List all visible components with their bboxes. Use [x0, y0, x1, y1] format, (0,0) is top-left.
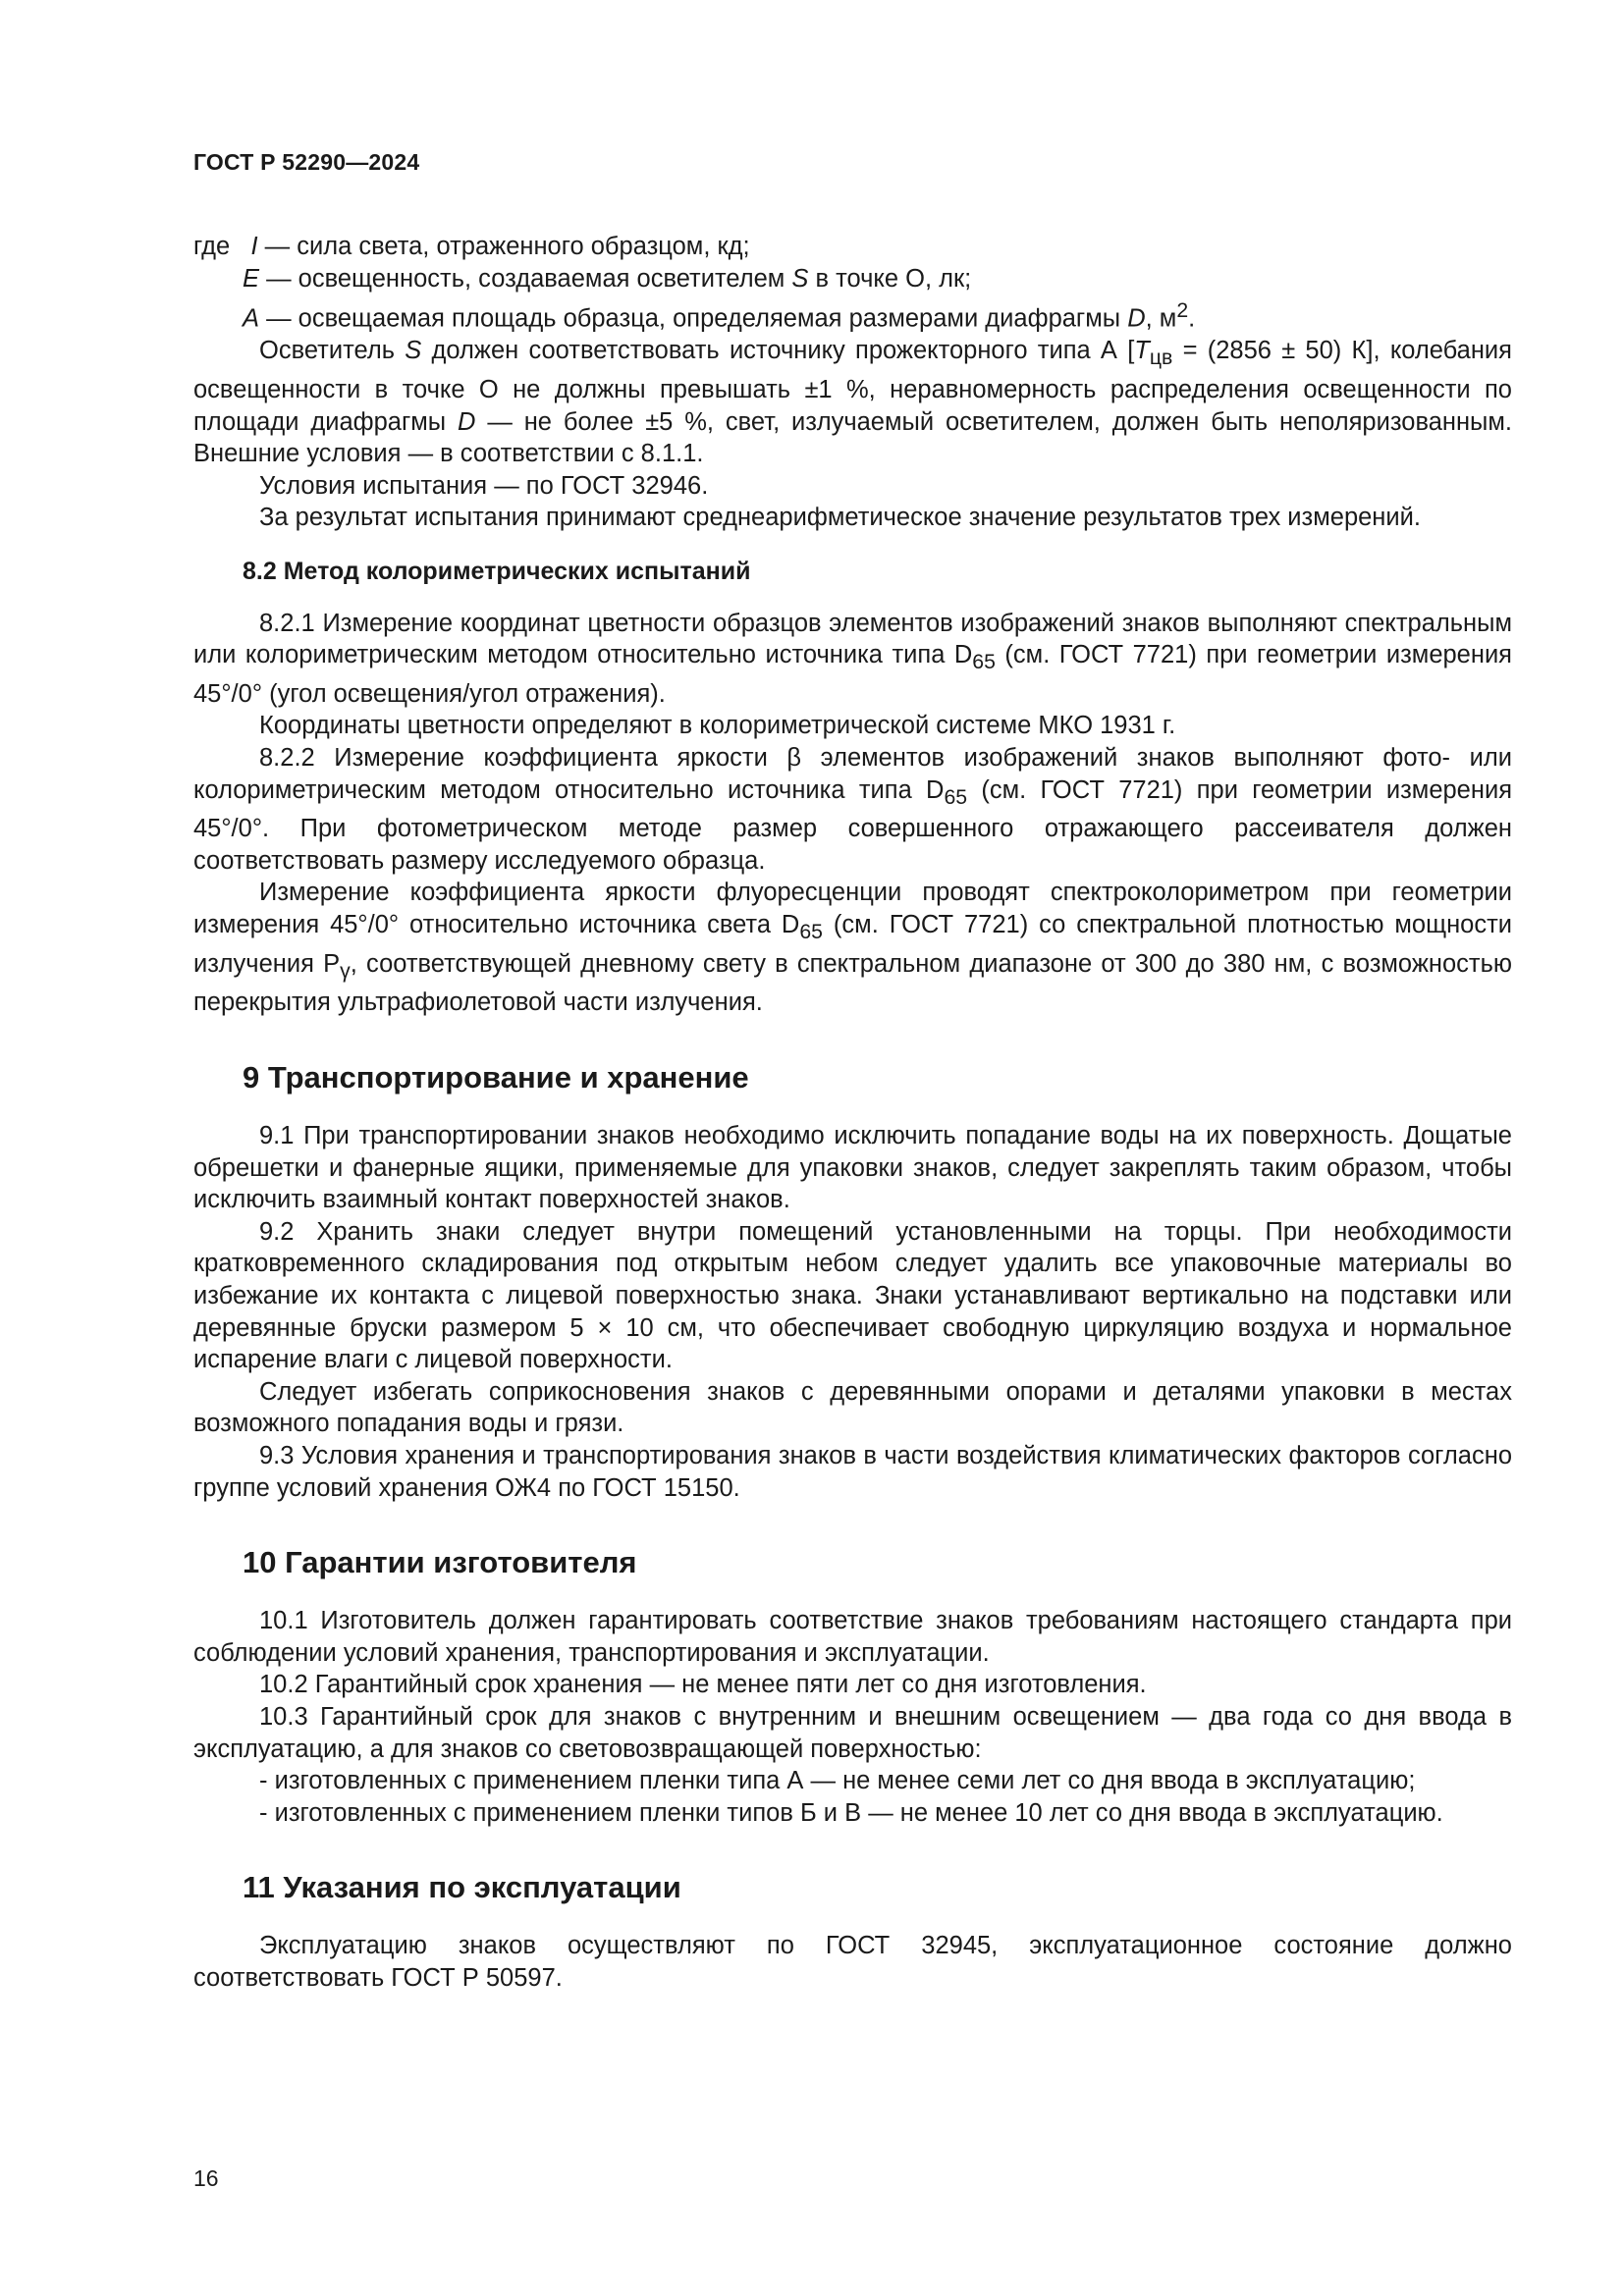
clause-8-2-2	[193, 742, 1512, 877]
page-number: 16	[193, 2165, 219, 2191]
fluorescence-text-a: Измерение коэффициента яркости флуоресценции проводят спектроколориметром при геометрии измерения 45°/0° относительно источника света D	[193, 879, 1512, 939]
clause-8-2-2-text-a: 8.2.2 Измерение коэффициента яркости β элементов изображений знаков выполняют фото- или колориметрическим методом относительно источника типа D	[193, 744, 1512, 804]
fluorescence-paragraph	[193, 877, 1512, 1019]
clause-9-3: 9.3 Условия хранения и транспортирования знаков в части воздействия климатических факторов согласно группе условий хранения ОЖ4 по ГОСТ 15150.	[193, 1441, 1512, 1502]
clause-8-2-2-text-b: (см. ГОСТ 7721) при геометрии измерения 45°/0°. При фотометрическом методе размер совершенного отражающего рассеивателя должен соответствовать размеру исследуемого образца.	[193, 775, 1512, 875]
clause-11: Эксплуатацию знаков осуществляют по ГОСТ 32945, эксплуатационное состояние должно соответствовать ГОСТ Р 50597.	[193, 1932, 1512, 1992]
symbol-s: S	[791, 264, 809, 293]
list-item: - изготовленных с применением пленки типов Б и В — не менее 10 лет со дня ввода в эксплуатацию.	[259, 1798, 1443, 1827]
definition-i	[193, 231, 1512, 263]
section-9-heading: 9 Транспортирование и хранение	[243, 1060, 749, 1095]
test-conditions-paragraph: Условия испытания — по ГОСТ 32946.	[259, 471, 709, 500]
section-8-2-heading: 8.2 Метод колориметрических испытаний	[243, 557, 751, 585]
clause-10-3: 10.3 Гарантийный срок для знаков с внутренним и внешним освещением — два года со дня ввода в эксплуатацию, а для знаков со световозвращающей поверхностью:	[193, 1702, 1512, 1763]
subscript-65-3: 65	[799, 920, 823, 944]
symbol-i: I	[250, 233, 258, 260]
definition-e	[193, 263, 1512, 295]
para-s-text-1: Осветитель	[259, 337, 406, 365]
page-body	[193, 231, 1512, 1995]
clause-10-1: 10.1 Изготовитель должен гарантировать соответствие знаков требованиям настоящего стандарта при соблюдении условий хранения, транспортирования и эксплуатации.	[193, 1607, 1512, 1667]
unit-superscript: 2	[1176, 298, 1189, 323]
clause-8-2-1-text-b: (см. ГОСТ 7721) при геометрии измерения 45°/0° (угол освещения/угол отражения).	[193, 641, 1512, 708]
definition-e-text-2: в точке О, лк;	[808, 264, 972, 293]
para-s-text-4: — не более ±5 %, свет, излучаемый осветителем, должен быть неполяризованным. Внешние условия — в соответствии с 8.1.1.	[193, 407, 1512, 468]
symbol-a: A	[243, 304, 260, 333]
definition-a-unit: , м	[1145, 304, 1177, 333]
where-word: где	[193, 233, 231, 260]
subscript-cv: цв	[1149, 346, 1173, 370]
section-11-heading: 11 Указания по эксплуатации	[243, 1870, 681, 1905]
test-result-paragraph: За результат испытания принимают среднеарифметическое значение результатов трех измерений.	[259, 504, 1421, 532]
subscript-65: 65	[972, 650, 996, 674]
clause-9-1: 9.1 При транспортировании знаков необходимо исключить попадание воды на их поверхность. Дощатые обрешетки и фанерные ящики, применяемые для упаковки знаков, следует закреплять таким образом, чтобы исключить взаимный контакт поверхностей знаков.	[193, 1122, 1512, 1214]
symbol-d-2: D	[458, 407, 476, 436]
definition-a-text: — освещаемая площадь образца, определяемая размерами диафрагмы	[259, 304, 1128, 333]
fluorescence-text-b: (см. ГОСТ 7721) со спектральной плотностью мощности излучения P	[193, 911, 1513, 978]
fluorescence-text-c: , соответствующей дневному свету в спектральном диапазоне от 300 до 380 нм, с возможностью перекрытия ультрафиолетовой части излучения.	[193, 949, 1512, 1017]
symbol-e: E	[243, 264, 260, 293]
clause-8-2-1-text-a: 8.2.1 Измерение координат цветности образцов элементов изображений знаков выполняют спектральным или колориметрическим методом относительно источника типа D	[193, 609, 1512, 669]
para-s-text-2: должен соответствовать источнику прожекторного типа А [	[421, 337, 1135, 365]
symbol-s-2: S	[405, 337, 422, 365]
list-item: - изготовленных с применением пленки типа А — не менее семи лет со дня ввода в эксплуатацию;	[259, 1767, 1416, 1795]
subscript-gamma: γ	[340, 958, 351, 983]
symbol-d: D	[1127, 304, 1146, 333]
clause-9-2-note: Следует избегать соприкосновения знаков с деревянными опорами и деталями упаковки в местах возможного попадания воды и грязи.	[193, 1377, 1512, 1438]
clause-9-2: 9.2 Хранить знаки следует внутри помещений установленными на торцы. При необходимости кратковременного складирования под открытым небом следует удалить все упаковочные материалы во избежание их контакта с лицевой поверхностью знака. Знаки устанавливают вертикально на подставки или деревянные бруски размером 5 × 10 см, что обеспечивает свободную циркуляцию воздуха и нормальное испарение влаги с лицевой поверхности.	[193, 1217, 1512, 1374]
definition-e-text-1: — освещенность, создаваемая осветителем	[259, 264, 792, 293]
illuminator-paragraph	[193, 335, 1512, 469]
section-10-heading: 10 Гарантии изготовителя	[243, 1545, 637, 1580]
clause-8-2-1	[193, 608, 1512, 711]
clause-10-2: 10.2 Гарантийный срок хранения — не менее пяти лет со дня изготовления.	[259, 1671, 1147, 1699]
definition-i-text: — сила света, отраженного образцом, кд;	[257, 233, 750, 260]
subscript-65-2: 65	[944, 784, 968, 809]
chromaticity-paragraph: Координаты цветности определяют в колориметрической системе МКО 1931 г.	[259, 712, 1176, 740]
symbol-t: T	[1134, 337, 1150, 365]
document-header: ГОСТ Р 52290—2024	[193, 149, 420, 175]
para-s-text-3: = (2856 ± 50) К], колебания освещенности в точке О не должны превышать ±1 %, неравномерность распределения освещенности по площади диафрагмы	[193, 337, 1512, 436]
definition-a-end: .	[1188, 304, 1196, 333]
definition-a	[193, 294, 1512, 335]
